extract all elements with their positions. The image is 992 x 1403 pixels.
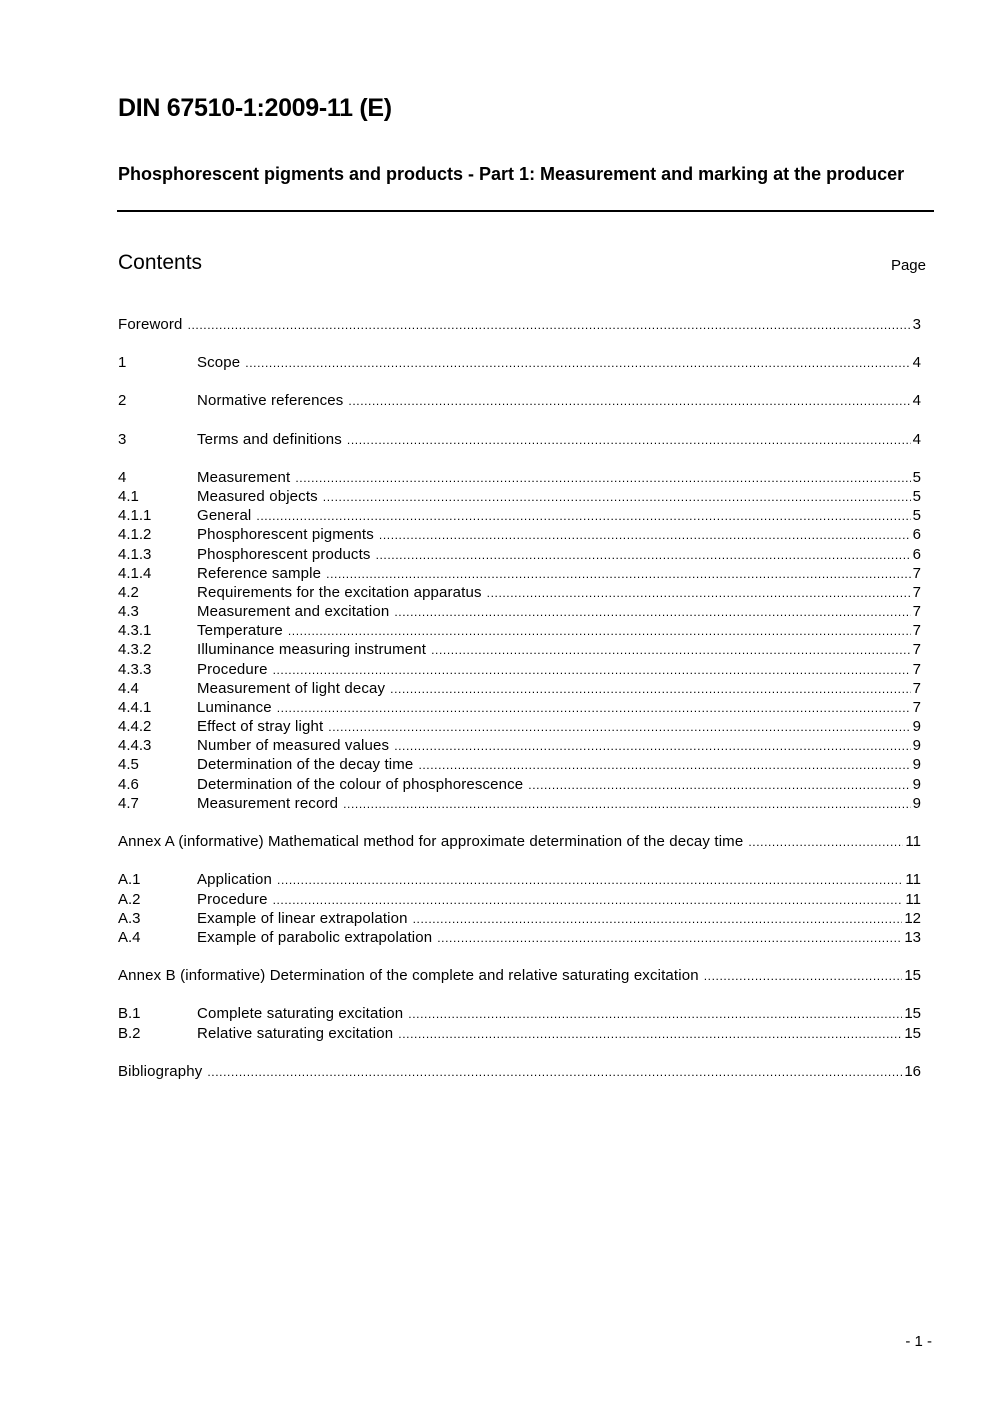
toc-entry-title: Measurement and excitation: [197, 603, 390, 620]
contents-heading: Contents: [118, 251, 203, 274]
toc-entry-a-1[interactable]: [118, 870, 921, 889]
toc-entry-title: Number of measured values: [197, 737, 390, 754]
toc-entry-2[interactable]: [118, 391, 921, 410]
toc-leader-dots: [343, 795, 911, 814]
toc-entry-4-5[interactable]: [118, 755, 921, 774]
toc-leader-dots: [288, 622, 911, 641]
toc-entry-page: 9: [912, 737, 921, 754]
toc-entry-title: Temperature: [197, 622, 283, 639]
toc-leader-dots: [390, 680, 910, 699]
toc-entry-title: Relative saturating excitation: [197, 1025, 394, 1042]
toc-entry-4-4-1[interactable]: [118, 698, 921, 717]
toc-leader-dots: [748, 833, 903, 852]
toc-entry-bibliography[interactable]: [118, 1062, 921, 1081]
document-subtitle: Phosphorescent pigments and products - Part 1: Measurement and marking at the producer: [118, 164, 905, 184]
toc-entry-page: 9: [912, 795, 921, 812]
toc-leader-dots: [295, 469, 910, 488]
toc-leader-dots: [245, 354, 910, 373]
toc-entry-a-3[interactable]: [118, 909, 921, 928]
toc-entry-foreword[interactable]: [118, 315, 921, 334]
toc-leader-dots: [487, 584, 911, 603]
toc-entry-title: Example of linear extrapolation: [197, 910, 408, 927]
toc-entry-number: 4: [118, 469, 127, 486]
toc-entry-title: Measurement record: [197, 795, 339, 812]
toc-entry-page: 7: [912, 699, 921, 716]
toc-entry-4-3-3[interactable]: [118, 660, 921, 679]
toc-entry-title: Illuminance measuring instrument: [197, 641, 427, 658]
toc-leader-dots: [273, 891, 904, 910]
toc-entry-title: General: [197, 507, 252, 524]
toc-entry-number: 4.4.3: [118, 737, 152, 754]
toc-entry-title: Procedure: [197, 891, 268, 908]
toc-leader-dots: [273, 661, 911, 680]
toc-entry-title: Normative references: [197, 392, 344, 409]
toc-entry-a-2[interactable]: [118, 890, 921, 909]
toc-entry-page: 13: [904, 929, 921, 946]
toc-entry-page: 4: [912, 354, 921, 371]
toc-entry-title: Bibliography: [118, 1063, 203, 1080]
toc-entry-page: 9: [912, 776, 921, 793]
toc-entry-page: 7: [912, 680, 921, 697]
toc-leader-dots: [418, 756, 910, 775]
toc-entry-b-2[interactable]: [118, 1024, 921, 1043]
toc-entry-title: Effect of stray light: [197, 718, 324, 735]
toc-entry-title: Annex A (informative) Mathematical method for approximate determination of the decay time: [118, 833, 744, 850]
toc-entry-page: 6: [912, 546, 921, 563]
toc-entry-4-3-2[interactable]: [118, 640, 921, 659]
toc-entry-number: A.1: [118, 871, 141, 888]
toc-entry-number: 2: [118, 392, 127, 409]
toc-entry-number: 4.4.1: [118, 699, 152, 716]
toc-entry-number: B.2: [118, 1025, 141, 1042]
toc-entry-title: Reference sample: [197, 565, 322, 582]
toc-leader-dots: [256, 507, 910, 526]
toc-entry-page: 11: [905, 891, 921, 908]
toc-entry-page: 7: [912, 603, 921, 620]
toc-entry-page: 12: [904, 910, 921, 927]
toc-entry-title: Measurement: [197, 469, 291, 486]
toc-entry-page: 3: [912, 316, 921, 333]
toc-entry-title: Requirements for the excitation apparatus: [197, 584, 482, 601]
toc-entry-number: 4.3.3: [118, 661, 152, 678]
toc-leader-dots: [394, 737, 910, 756]
toc-entry-page: 15: [904, 1005, 921, 1022]
title-divider: [117, 210, 934, 212]
toc-entry-number: A.4: [118, 929, 141, 946]
toc-entry-page: 15: [904, 1025, 921, 1042]
toc-entry-4-1[interactable]: [118, 487, 921, 506]
toc-entry-4-3[interactable]: [118, 602, 921, 621]
toc-entry-title: Determination of the colour of phosphorescence: [197, 776, 524, 793]
toc-entry-page: 11: [905, 871, 921, 888]
toc-entry-annex-b[interactable]: [118, 966, 921, 985]
toc-entry-number: 4.5: [118, 756, 139, 773]
toc-entry-number: A.3: [118, 910, 141, 927]
toc-leader-dots: [528, 776, 910, 795]
toc-leader-dots: [348, 392, 910, 411]
toc-leader-dots: [323, 488, 911, 507]
toc-entry-title: Application: [197, 871, 273, 888]
toc-entry-4-1-1[interactable]: [118, 506, 921, 525]
toc-entry-page: 7: [912, 661, 921, 678]
toc-leader-dots: [398, 1025, 902, 1044]
toc-entry-page: 7: [912, 565, 921, 582]
toc-entry-title: Determination of the decay time: [197, 756, 414, 773]
toc-entry-title: Complete saturating excitation: [197, 1005, 404, 1022]
toc-entry-number: 4.6: [118, 776, 139, 793]
toc-entry-page: 6: [912, 526, 921, 543]
toc-entry-4-2[interactable]: [118, 583, 921, 602]
toc-leader-dots: [437, 929, 902, 948]
toc-leader-dots: [347, 431, 911, 450]
toc-entry-number: 4.7: [118, 795, 139, 812]
toc-entry-4-6[interactable]: [118, 775, 921, 794]
toc-leader-dots: [379, 526, 911, 545]
toc-entry-4-4-2[interactable]: [118, 717, 921, 736]
toc-entry-page: 5: [912, 469, 921, 486]
toc-entry-4-1-2[interactable]: [118, 525, 921, 544]
toc-entry-title: Measurement of light decay: [197, 680, 386, 697]
toc-entry-title: Example of parabolic extrapolation: [197, 929, 433, 946]
toc-entry-4-3-1[interactable]: [118, 621, 921, 640]
toc-entry-number: 4.1.4: [118, 565, 152, 582]
toc-entry-4-1-3[interactable]: [118, 545, 921, 564]
toc-entry-title: Phosphorescent products: [197, 546, 371, 563]
toc-entry-number: 4.4.2: [118, 718, 152, 735]
toc-entry-4-7[interactable]: [118, 794, 921, 813]
toc-entry-number: 4.3: [118, 603, 139, 620]
toc-entry-3[interactable]: [118, 430, 921, 449]
toc-entry-title: Measured objects: [197, 488, 318, 505]
toc-entry-1[interactable]: [118, 353, 921, 372]
toc-entry-page: 5: [912, 488, 921, 505]
toc-entry-title: Phosphorescent pigments: [197, 526, 374, 543]
toc-leader-dots: [408, 1005, 902, 1024]
toc-entry-page: 9: [912, 718, 921, 735]
toc-entry-number: A.2: [118, 891, 141, 908]
toc-leader-dots: [704, 967, 903, 986]
toc-entry-number: 4.3.2: [118, 641, 152, 658]
toc-leader-dots: [207, 1063, 902, 1082]
toc-entry-number: 4.2: [118, 584, 139, 601]
document-title: DIN 67510-1:2009-11 (E): [118, 94, 392, 122]
toc-leader-dots: [394, 603, 910, 622]
toc-entry-page: 11: [905, 833, 921, 850]
toc-entry-number: 1: [118, 354, 127, 371]
toc-entry-page: 4: [912, 392, 921, 409]
toc-entry-page: 4: [912, 431, 921, 448]
toc-entry-page: 5: [912, 507, 921, 524]
toc-entry-page: 9: [912, 756, 921, 773]
toc-entry-number: 4.1: [118, 488, 139, 505]
toc-entry-page: 7: [912, 584, 921, 601]
toc-leader-dots: [431, 641, 911, 660]
toc-entry-4-4[interactable]: [118, 679, 921, 698]
toc-entry-page: 7: [912, 622, 921, 639]
toc-entry-a-4[interactable]: [118, 928, 921, 947]
toc-entry-title: Luminance: [197, 699, 272, 716]
toc-leader-dots: [376, 546, 911, 565]
toc-leader-dots: [328, 718, 910, 737]
toc-entry-title: Terms and definitions: [197, 431, 342, 448]
toc-entry-annex-a[interactable]: [118, 832, 921, 851]
toc-entry-number: 3: [118, 431, 127, 448]
toc-entry-b-1[interactable]: [118, 1004, 921, 1023]
toc-entry-4-1-4[interactable]: [118, 564, 921, 583]
toc-leader-dots: [277, 871, 903, 890]
toc-entry-number: 4.4: [118, 680, 139, 697]
toc-leader-dots: [413, 910, 903, 929]
toc-entry-title: Scope: [197, 354, 241, 371]
toc-leader-dots: [277, 699, 911, 718]
page-column-heading: Page: [890, 257, 926, 274]
toc-entry-title: Foreword: [118, 316, 183, 333]
toc-leader-dots: [326, 565, 911, 584]
toc-entry-4[interactable]: [118, 468, 921, 487]
toc-entry-page: 16: [904, 1063, 921, 1080]
page-number: - 1 -: [905, 1333, 932, 1350]
toc-entry-number: 4.1.2: [118, 526, 152, 543]
toc-leader-dots: [188, 316, 911, 335]
toc-entry-number: B.1: [118, 1005, 141, 1022]
toc-entry-title: Procedure: [197, 661, 268, 678]
toc-entry-number: 4.1.1: [118, 507, 152, 524]
toc-entry-number: 4.1.3: [118, 546, 152, 563]
toc-entry-4-4-3[interactable]: [118, 736, 921, 755]
toc-entry-number: 4.3.1: [118, 622, 152, 639]
toc-entry-title: Annex B (informative) Determination of the complete and relative saturating excitation: [118, 967, 699, 984]
toc-entry-page: 15: [904, 967, 921, 984]
toc-entry-page: 7: [912, 641, 921, 658]
